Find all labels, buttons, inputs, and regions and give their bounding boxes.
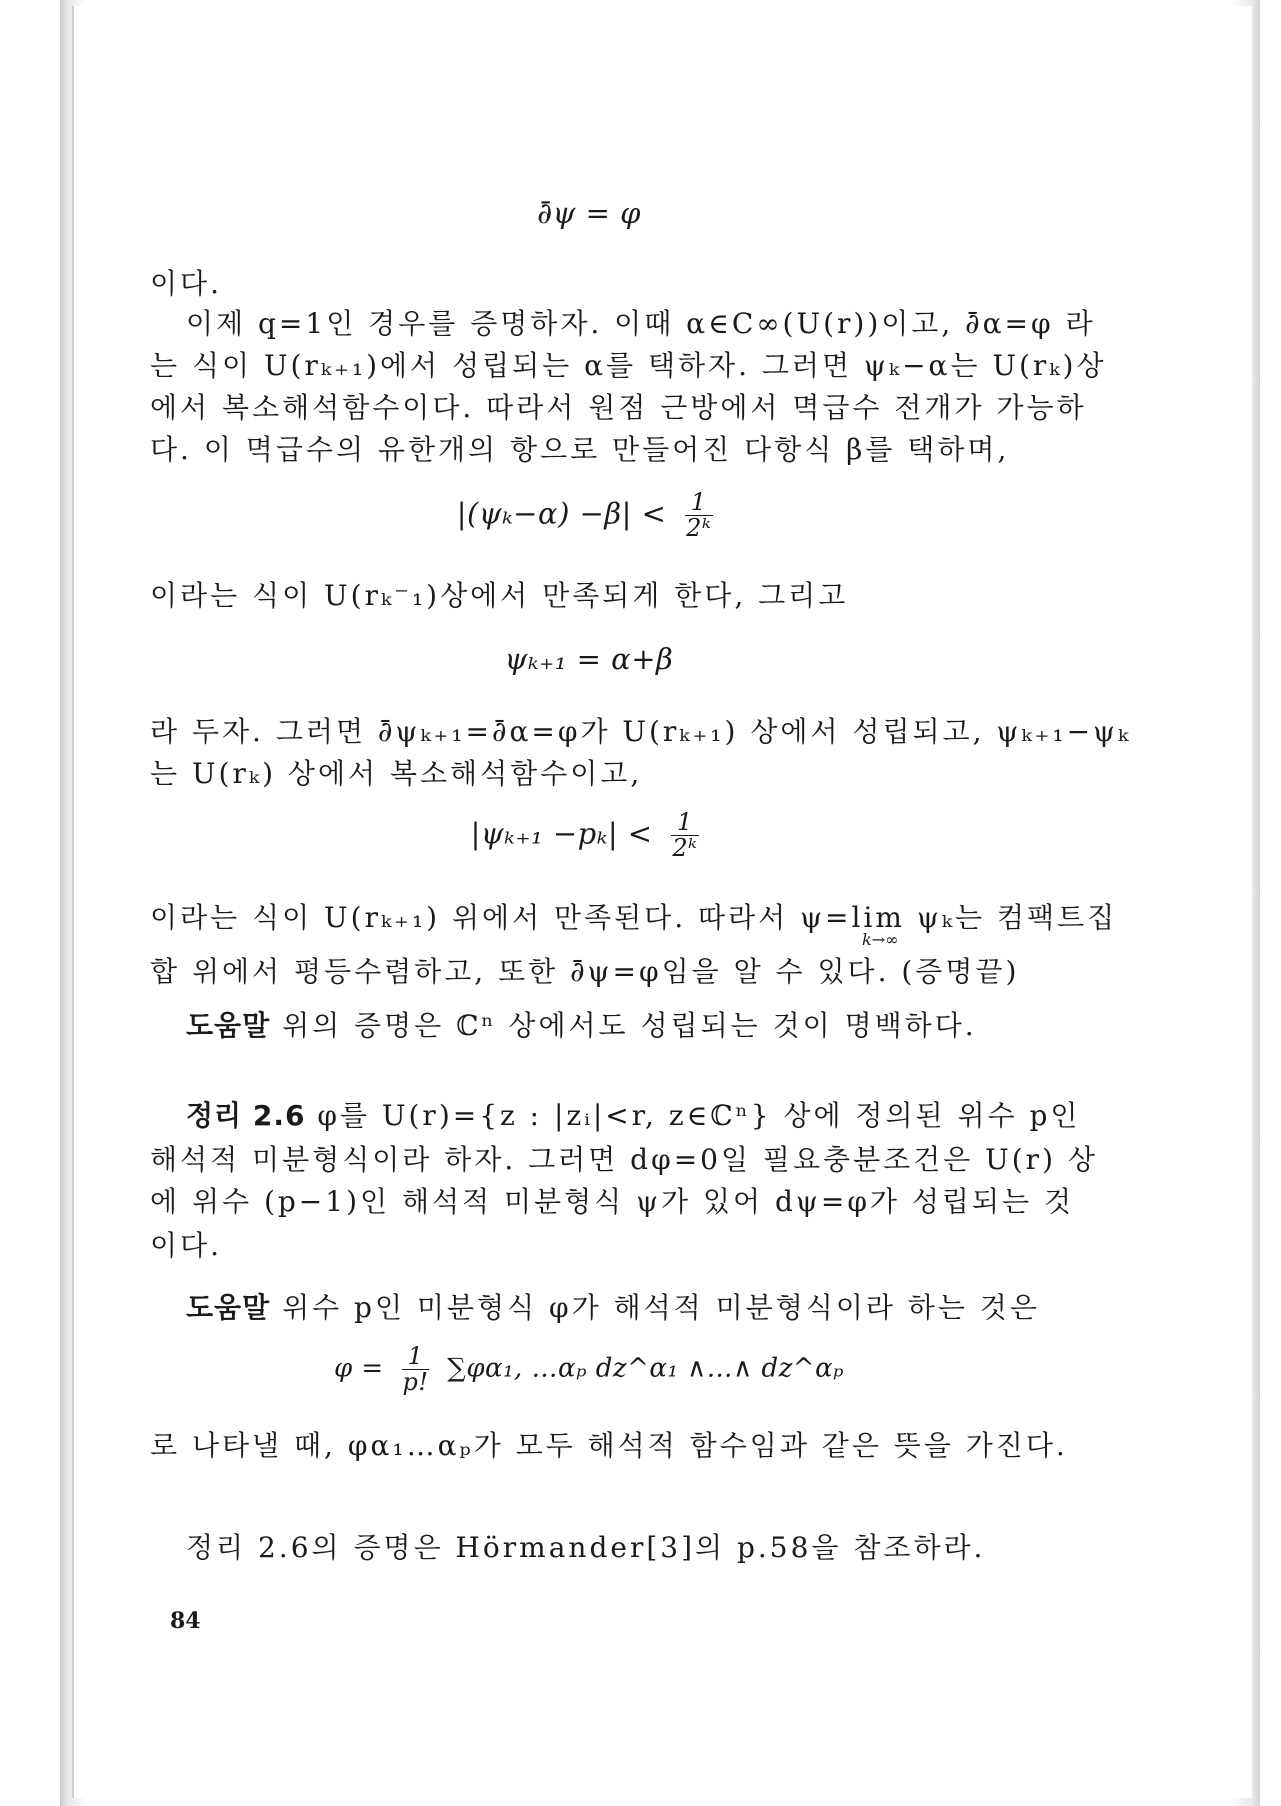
paragraph1-line3: 는 식이 U(rₖ₊₁)에서 성립되는 α를 택하자. 그러면 ψₖ−α는 U(rₖ)상 [150, 349, 1107, 382]
equation-psi-k-plus-1: ψₖ₊₁ = α+β [504, 642, 674, 676]
paragraph4-line1: 이라는 식이 U(rₖ₊₁) 위에서 만족된다. 따라서 ψ=lim ψₖ는 컴팩트집 [150, 901, 1118, 934]
remark2-line2: 로 나타낼 때, φα₁…αₚ가 모두 해석적 함수임과 같은 뜻을 가진다. [150, 1429, 1068, 1462]
form-left: φ = [333, 1353, 384, 1384]
fraction-numerator: 1 [671, 810, 699, 836]
remark2-line1 [186, 1286, 1130, 1326]
page-number: 84 [170, 1608, 201, 1634]
inequality-2-fraction [666, 810, 703, 861]
paragraph2-line1: 이라는 식이 U(rₖ⁻₁)상에서 만족되게 한다, 그리고 [150, 579, 849, 612]
remark1-text: 위의 증명은 ℂⁿ 상에서도 성립되는 것이 명백하다. [282, 1009, 977, 1042]
theorem-line4: 이다. [150, 1229, 222, 1262]
paragraph1-line2: 이제 q=1인 경우를 증명하자. 이때 α∈C∞(U(r))이고, ∂̄α=φ 라 [186, 307, 1096, 340]
paragraph4-line2: 합 위에서 평등수렴하고, 또한 ∂̄ψ=φ임을 알 수 있다. (증명끝) [150, 955, 1020, 988]
reference-line: 정리 2.6의 증명은 Hörmander[3]의 p.58을 참조하라. [186, 1531, 986, 1564]
theorem-line1-text: φ를 U(r)={z : |zᵢ|<r, z∈ℂⁿ} 상에 정의된 위수 p인 [317, 1099, 1081, 1132]
form-right: ∑φα₁, …αₚ dz^α₁ ∧…∧ dz^αₚ [447, 1353, 845, 1384]
fraction-denominator: 2ᵏ [672, 834, 698, 863]
remark2-text: 위수 p인 미분형식 φ가 해석적 미분형식이라 하는 것은 [282, 1291, 1040, 1324]
equation-inequality-1 [0, 490, 1178, 541]
equation-dbar-psi: ∂̄ψ = φ [537, 196, 641, 230]
theorem-line3: 에 위수 (p−1)인 해석적 미분형식 ψ가 있어 dψ=φ가 성립되는 것 [150, 1185, 1075, 1218]
form-fraction [396, 1344, 434, 1395]
inequality-2-left: |ψₖ₊₁ −pₖ| < [470, 816, 653, 851]
paragraph1-line1: 이다. [150, 267, 222, 300]
inequality-1-fraction [680, 490, 717, 541]
fraction-denominator: p! [402, 1368, 429, 1397]
remark2-label: 도움말 [186, 1291, 271, 1324]
paragraph3-line1: 라 두자. 그러면 ∂̄ψₖ₊₁=∂̄α=φ가 U(rₖ₊₁) 상에서 성립되고, ψₖ₊₁−ψₖ [150, 715, 1132, 748]
theorem-line2: 해석적 미분형식이라 하자. 그러면 dφ=0일 필요충분조건은 U(r) 상 [150, 1143, 1098, 1176]
paragraph3-line2: 는 U(rₖ) 상에서 복소해석함수이고, [150, 757, 643, 790]
theorem-line1 [186, 1094, 1130, 1134]
theorem-label: 정리 2.6 [186, 1099, 306, 1132]
fraction-denominator: 2ᵏ [686, 514, 712, 543]
paragraph1-line4: 에서 복소해석함수이다. 따라서 원점 근방에서 멱급수 전개가 가능하 [150, 391, 1087, 424]
remark1 [186, 1004, 1130, 1044]
equation-differential-form [0, 1344, 1178, 1395]
fraction-numerator: 1 [685, 490, 713, 516]
limit-subscript: k→∞ [862, 930, 899, 949]
equation-inequality-2 [0, 810, 1178, 861]
inequality-1-left: |(ψₖ−α) −β| < [456, 496, 667, 531]
paragraph1-line5: 다. 이 멱급수의 유한개의 항으로 만들어진 다항식 β를 택하며, [150, 433, 1010, 466]
fraction-numerator: 1 [402, 1344, 430, 1370]
remark1-label: 도움말 [186, 1009, 271, 1042]
